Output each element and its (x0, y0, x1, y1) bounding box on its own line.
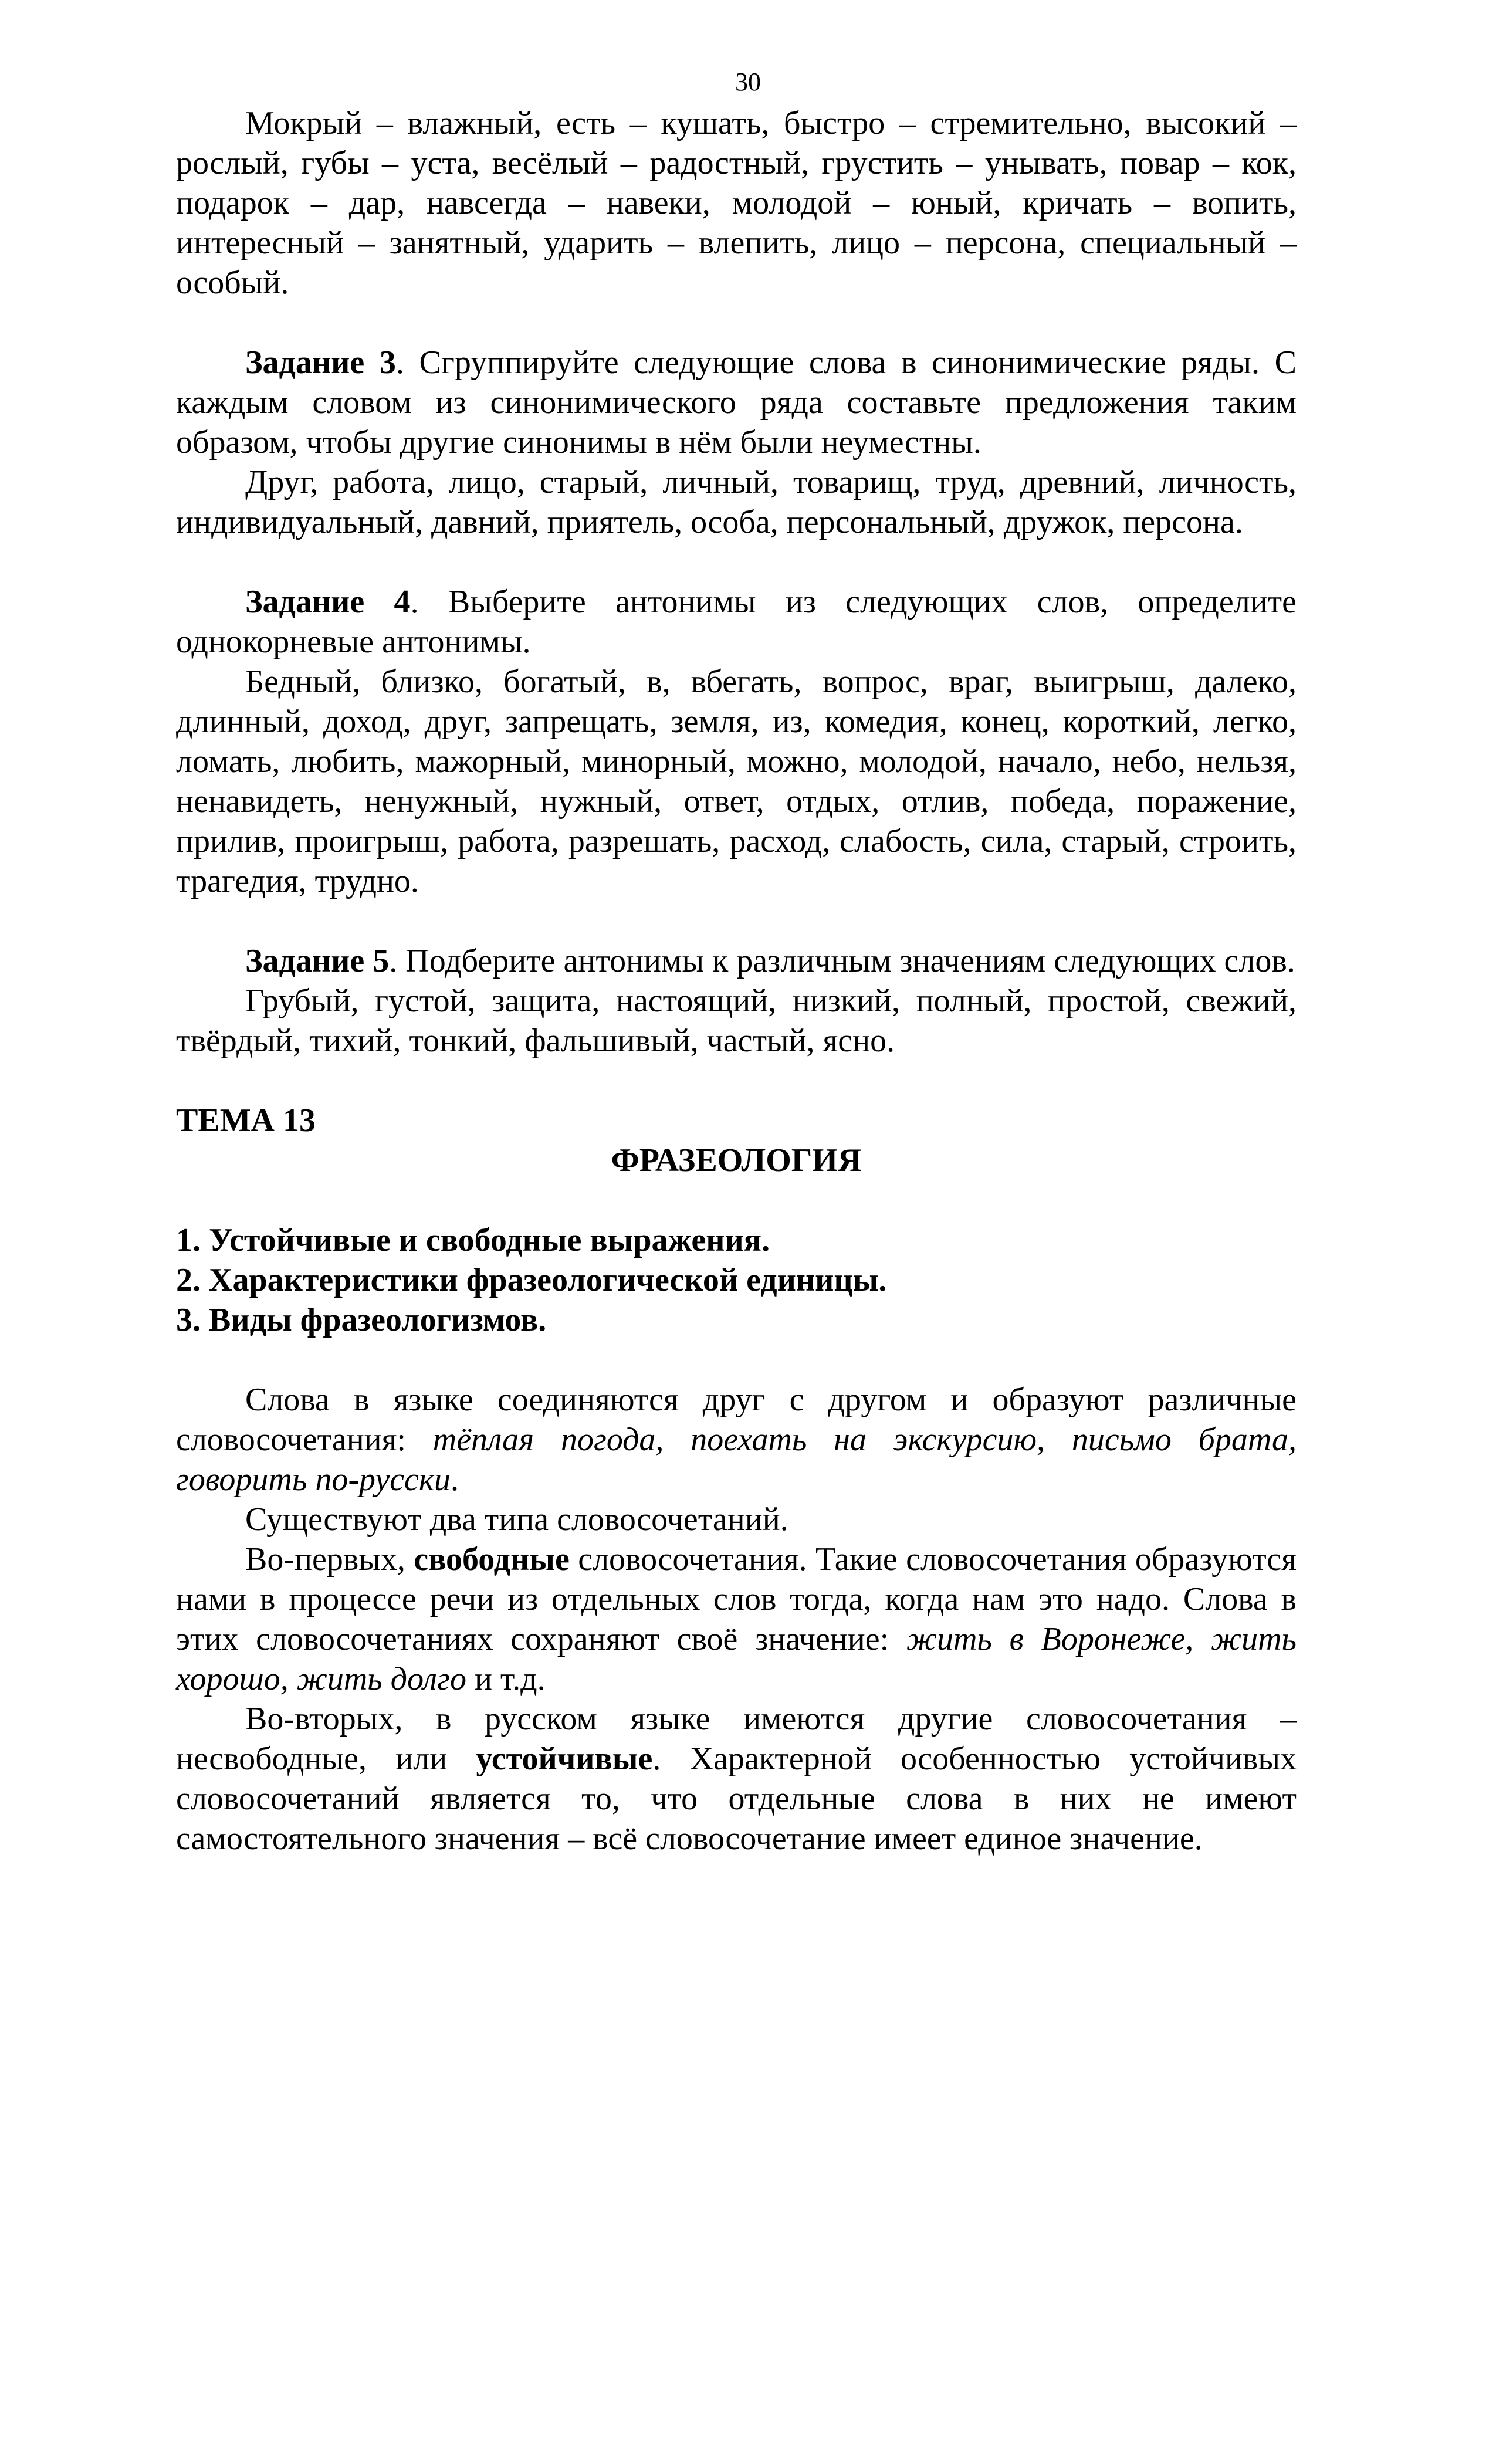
task-3-text: . Сгруппируйте следующие слова в синонимические ряды. С каждым словом из синонимического ряда составьте предложения таким образом, чтобы другие синонимы в нём были неуместны. (176, 344, 1297, 461)
body-paragraph-1 (176, 1380, 1297, 1500)
body-text: Во-вторых, в русском языке имеются другие словосочетания – несвободные, или (176, 1701, 1297, 1777)
term-stable: устойчивые (476, 1741, 653, 1777)
outline-item: 3. Виды фразеологизмов. (176, 1302, 547, 1338)
task-4-words: Бедный, близко, богатый, в, вбегать, вопрос, враг, выигрыш, далеко, длинный, доход, друг, запрещать, земля, из, комедия, конец, короткий, легко, ломать, любить, мажорный, минорный, можно, молодой, начало, небо, нельзя, ненавидеть, ненужный, нужный, ответ, отдых, отлив, победа, поражение, прилив, проигрыш, работа, разрешать, расход, слабость, сила, старый, строить, трагедия, трудно. (176, 664, 1297, 899)
term-free: свободные (414, 1541, 570, 1578)
body-paragraph-3 (176, 1539, 1297, 1699)
body-text: и т.д. (466, 1661, 546, 1697)
task-5-instruction (176, 941, 1297, 981)
example-phrases: жить в Воронеже, жить хорошо, жить долго (176, 1621, 1297, 1697)
body-text: . Характерной особенностью устойчивых словосочетаний является то, что отдельные слова в них не имеют самостоятельного значения – всё словосочетание имеет единое значение. (176, 1741, 1297, 1857)
task-5-text: . Подберите антонимы к различным значениям следующих слов. (389, 943, 1295, 979)
task-3-words: Друг, работа, лицо, старый, личный, товарищ, труд, древний, личность, индивидуальный, давний, приятель, особа, персональный, дружок, персона. (176, 464, 1297, 540)
synonym-pairs-paragraph: Мокрый – влажный, есть – кушать, быстро – стремительно, высокий – рослый, губы – уста, весёлый – радостный, грустить – унывать, повар – кок, подарок – дар, навсегда – навеки, молодой – юный, кричать – вопить, интересный – занятный, ударить – влепить, лицо – персона, специальный – особый. (176, 105, 1297, 301)
body-text: Во-первых, (245, 1541, 414, 1578)
task-3-instruction (176, 343, 1297, 462)
topic-outline (176, 1220, 1297, 1340)
body-text: . (451, 1461, 459, 1498)
topic-title: ФРАЗЕОЛОГИЯ (611, 1142, 862, 1179)
body-paragraph-4 (176, 1699, 1297, 1859)
task-4-instruction (176, 582, 1297, 662)
task-5-words: Грубый, густой, защита, настоящий, низкий, полный, простой, свежий, твёрдый, тихий, тонкий, фальшивый, частый, ясно. (176, 983, 1297, 1059)
task-4-text: . Выберите антонимы из следующих слов, определите однокорневые антонимы. (176, 584, 1297, 660)
task-5-label: Задание 5 (245, 943, 390, 979)
task-3-label: Задание 3 (245, 344, 396, 381)
page-number: 30 (735, 67, 761, 96)
task-4-label: Задание 4 (245, 584, 411, 620)
page-content (176, 103, 1297, 1859)
example-phrases: тёплая погода, поехать на экскурсию, письмо брата, говорить по-русски (176, 1421, 1297, 1498)
topic-label: ТЕМА 13 (176, 1102, 316, 1139)
body-text: Слова в языке соединяются друг с другом и образуют различные словосочетания: (176, 1382, 1297, 1458)
outline-item: 1. Устойчивые и свободные выражения. (176, 1222, 770, 1258)
body-text: словосочетания. Такие словосочетания образуются нами в процессе речи из отдельных слов тогда, когда нам это надо. Слова в этих словосочетаниях сохраняют своё значение: (176, 1541, 1297, 1657)
outline-item: 2. Характеристики фразеологической единицы. (176, 1262, 887, 1298)
body-paragraph-2: Существуют два типа словосочетаний. (245, 1501, 788, 1538)
